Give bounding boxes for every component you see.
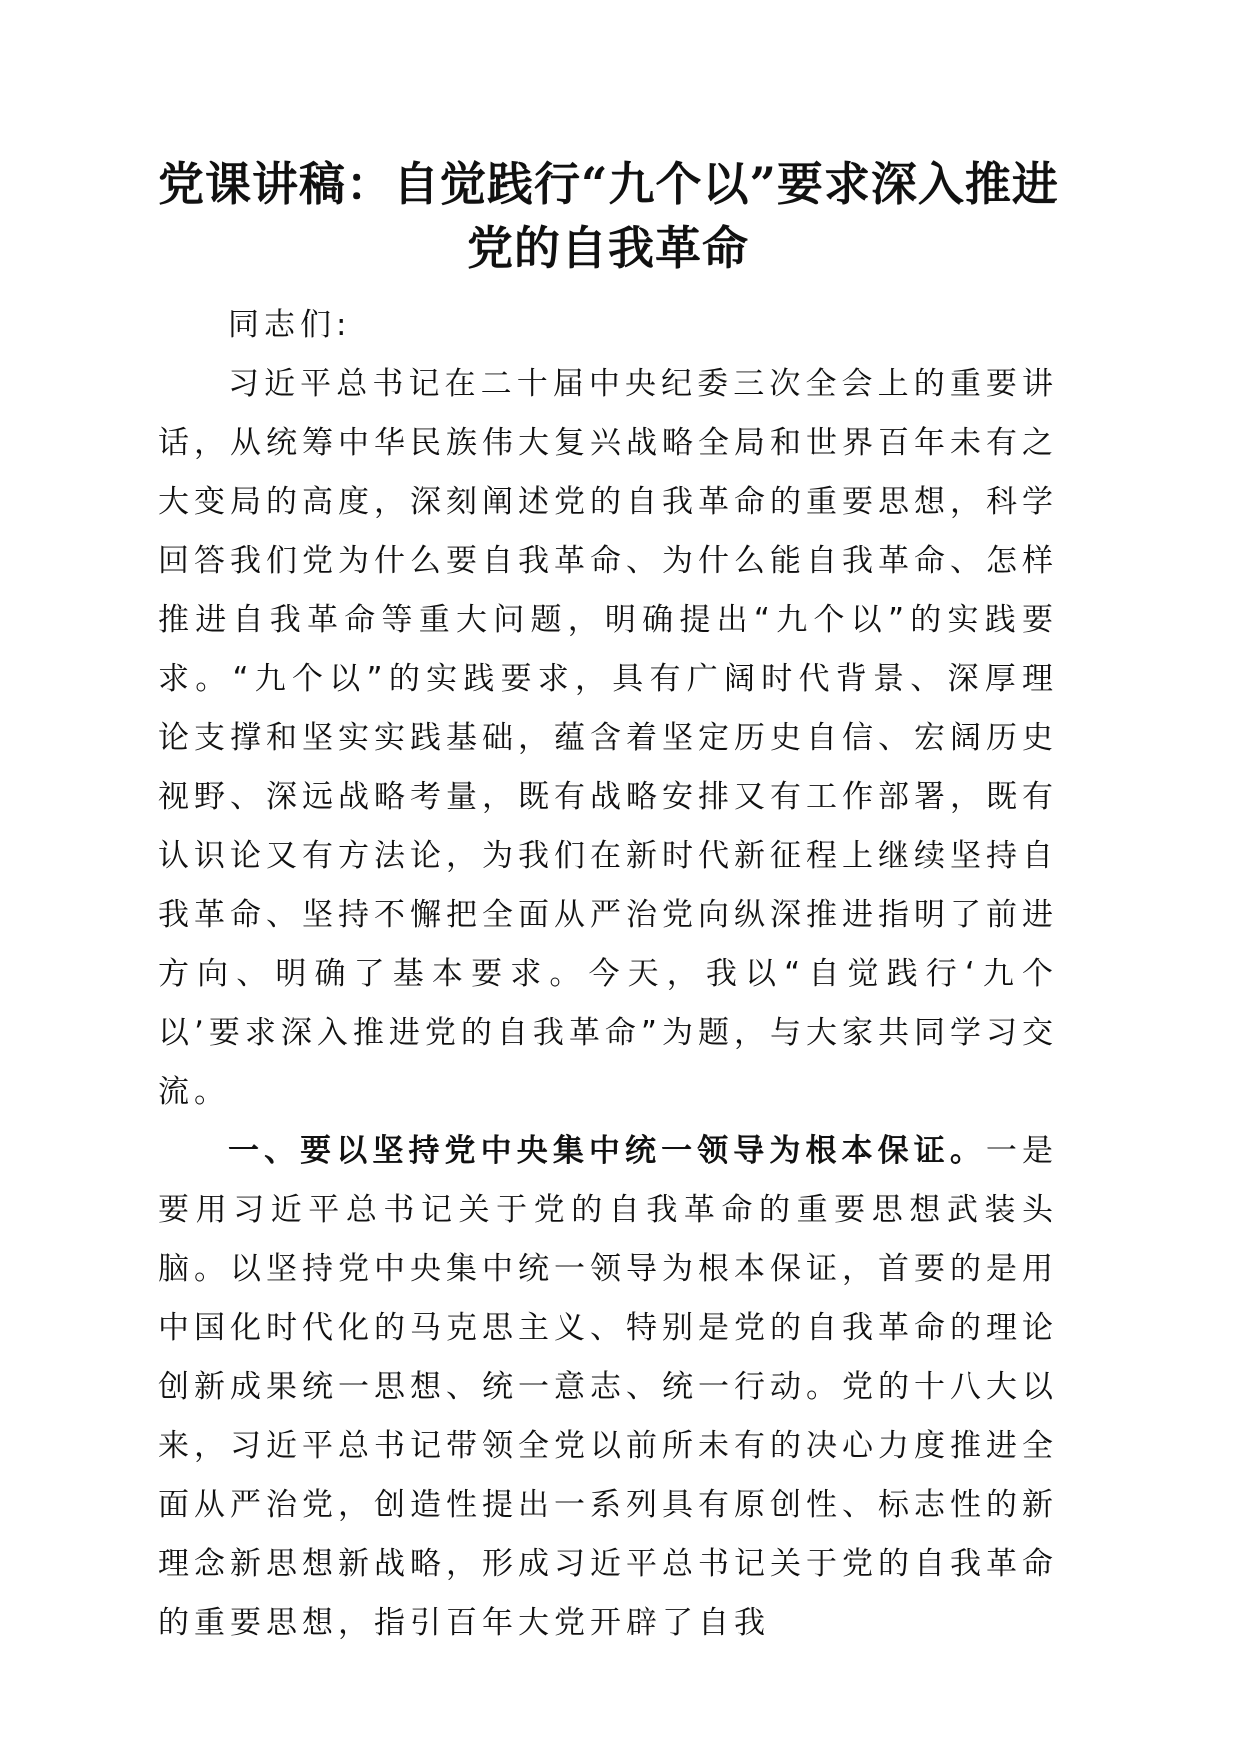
title-line-2: 党的自我革命	[467, 221, 749, 275]
salutation: 同志们:	[228, 307, 352, 343]
section-1-paragraph	[158, 1122, 1058, 1653]
section-1-heading: 一、要以坚持党中央集中统一领导为根本保证。	[228, 1133, 986, 1169]
section-1-text: 一是要用习近平总书记关于党的自我革命的重要思想武装头脑。以坚持党中央集中统一领导为根本保证，首要的是用中国化时代化的马克思主义、特别是党的自我革命的理论创新成果统一思想、统一意志、统一行动。党的十八大以来，习近平总书记带领全党以前所未有的决心力度推进全面从严治党，创造性提出一系列具有原创性、标志性的新理念新思想新战略，形成习近平总书记关于党的自我革命的重要思想，指引百年大党开辟了自我	[158, 1133, 1059, 1641]
document-page	[158, 152, 1058, 1653]
title-line-1: 党课讲稿：自觉践行“九个以”要求深入推进	[158, 157, 1059, 211]
intro-paragraph: 习近平总书记在二十届中央纪委三次全会上的重要讲话，从统筹中华民族伟大复兴战略全局和世界百年未有之大变局的高度，深刻阐述党的自我革命的重要思想，科学回答我们党为什么要自我革命、为什么能自我革命、怎样推进自我革命等重大问题，明确提出“九个以”的实践要求。“九个以”的实践要求，具有广阔时代背景、深厚理论支撑和坚实实践基础，蕴含着坚定历史自信、宏阔历史视野、深远战略考量，既有战略安排又有工作部署，既有认识论又有方法论，为我们在新时代新征程上继续坚持自我革命、坚持不懈把全面从严治党向纵深推进指明了前进方向、明确了基本要求。今天，我以“自觉践行‘九个以’要求深入推进党的自我革命”为题，与大家共同学习交流。	[158, 366, 1058, 1110]
document-title	[158, 152, 1058, 280]
